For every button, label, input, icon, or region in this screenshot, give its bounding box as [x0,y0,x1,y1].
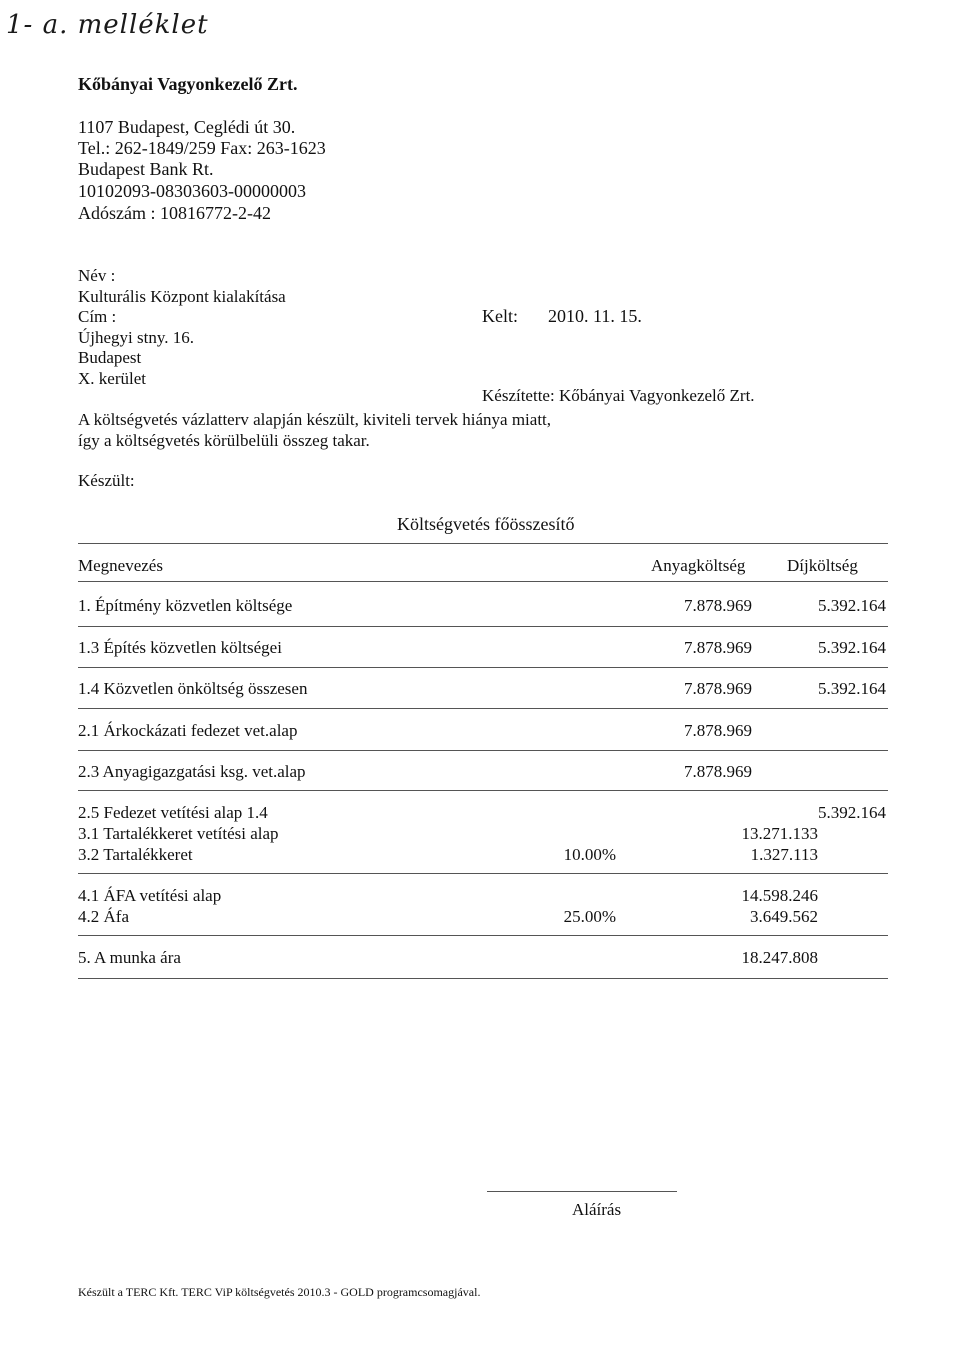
row-separator [78,978,888,979]
header-fee: Díjköltség [787,556,858,575]
row-material: 7.878.969 [684,721,752,740]
row-total: 18.247.808 [741,948,818,967]
row-material: 7.878.969 [684,596,752,615]
header-rule [78,581,888,582]
row-total: 14.598.246 [741,886,818,905]
row-name: 3.2 Tartalékkeret [78,845,193,864]
row-separator [78,750,888,751]
header-name: Megnevezés [78,556,163,575]
signature-line [487,1191,677,1192]
made-label: Készült: [78,471,135,490]
row-material: 7.878.969 [684,638,752,657]
project-name-label: Név : [78,266,116,285]
company-address: 1107 Budapest, Ceglédi út 30. [78,117,296,137]
project-name-value: Kulturális Központ kialakítása [78,287,286,306]
project-address-line2: Budapest [78,348,142,367]
row-separator [78,667,888,668]
row-percent: 10.00% [563,845,616,864]
project-address-line3: X. kerület [78,369,146,388]
summary-title: Költségvetés főösszesítő [397,514,575,534]
row-name: 2.3 Anyagigazgatási ksg. vet.alap [78,762,306,781]
company-tax-id: Adószám : 10816772-2-42 [78,203,271,223]
row-separator [78,626,888,627]
footer-note: Készült a TERC Kft. TERC ViP költségvetés 2010.3 - GOLD programcsomagjával. [78,1285,481,1299]
company-phone: Tel.: 262-1849/259 Fax: 263-1623 [78,138,326,158]
row-material: 7.878.969 [684,762,752,781]
company-bank: Budapest Bank Rt. [78,159,214,179]
row-name: 5. A munka ára [78,948,181,967]
project-address-label: Cím : [78,307,117,326]
row-name: 1.3 Építés közvetlen költségei [78,638,282,657]
row-separator [78,790,888,791]
row-fee: 5.392.164 [818,803,886,822]
row-name: 1. Építmény közvetlen költsége [78,596,293,615]
row-separator [78,935,888,936]
row-total: 3.649.562 [750,907,818,926]
company-account: 10102093-08303603-00000003 [78,181,306,201]
table-top-rule [78,543,888,544]
row-fee: 5.392.164 [818,596,886,615]
row-total: 1.327.113 [750,845,818,864]
row-total: 13.271.133 [741,824,818,843]
row-name: 4.2 Áfa [78,907,129,926]
row-material: 7.878.969 [684,679,752,698]
issued-date: 2010. 11. 15. [548,306,642,326]
row-separator [78,708,888,709]
note-line-1: A költségvetés vázlatterv alapján készült, kiviteli tervek hiánya miatt, [78,410,552,429]
signature-label: Aláírás [572,1200,622,1219]
company-name: Kőbányai Vagyonkezelő Zrt. [78,74,298,94]
prepared-by: Készítette: Kőbányai Vagyonkezelő Zrt. [482,386,755,405]
note-line-2: így a költségvetés körülbelüli összeg takar. [78,431,370,450]
row-percent: 25.00% [563,907,616,926]
project-address-line1: Újhegyi stny. 16. [78,328,195,347]
row-name: 1.4 Közvetlen önköltség összesen [78,679,308,698]
row-name: 3.1 Tartalékkeret vetítési alap [78,824,279,843]
row-fee: 5.392.164 [818,679,886,698]
row-name: 2.5 Fedezet vetítési alap 1.4 [78,803,268,822]
issued-label: Kelt: [482,306,518,326]
handwritten-annotation: 1- a. melléklet [6,10,209,40]
row-separator [78,873,888,874]
header-material: Anyagköltség [651,556,746,575]
row-fee: 5.392.164 [818,638,886,657]
row-name: 2.1 Árkockázati fedezet vet.alap [78,721,298,740]
row-name: 4.1 ÁFA vetítési alap [78,886,222,905]
